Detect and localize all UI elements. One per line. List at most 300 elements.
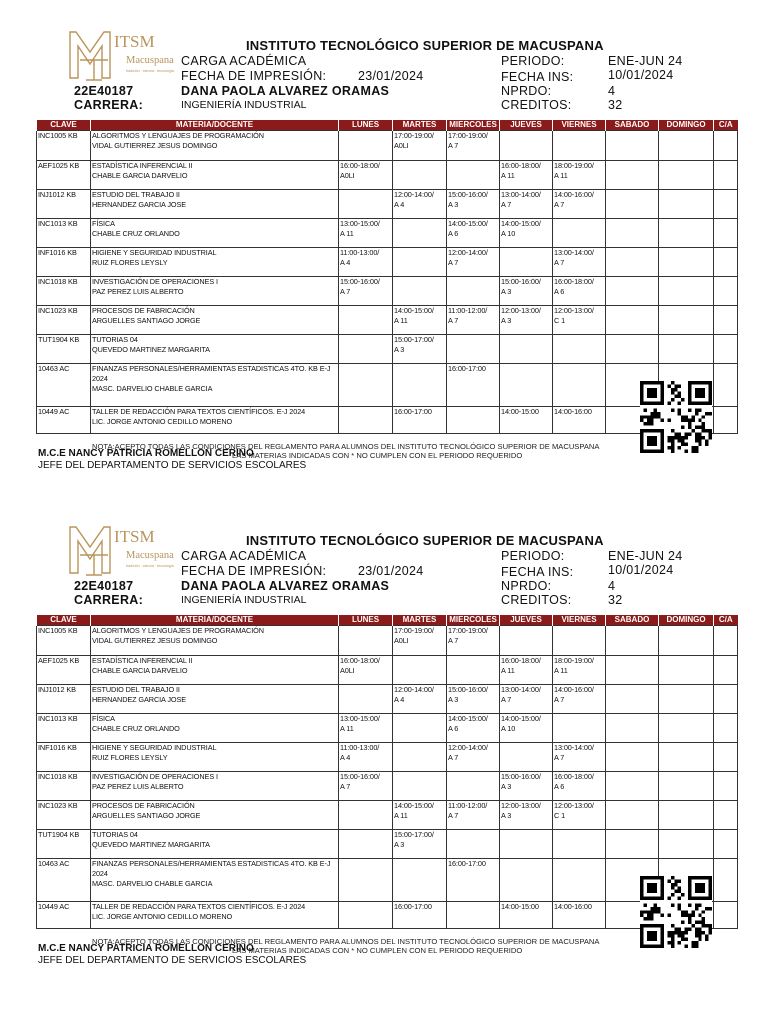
miercoles-cell — [447, 131, 500, 161]
martes-room: A 4 — [394, 695, 405, 704]
domingo-cell — [659, 830, 714, 859]
viernes-cell — [553, 772, 606, 801]
clave: INC1023 KB — [38, 801, 78, 810]
martes-time: 15:00-17:00/ — [394, 335, 434, 344]
viernes-room: A 6 — [554, 782, 565, 791]
miercoles-cell — [447, 161, 500, 190]
viernes-room: A 11 — [554, 171, 568, 180]
materia: ESTUDIO DEL TRABAJO II — [92, 685, 180, 694]
jueves-cell — [500, 407, 553, 434]
period-label: PERIODO: — [501, 54, 565, 68]
miercoles-cell — [447, 277, 500, 306]
clave-cell — [37, 830, 91, 859]
viernes-room: C 1 — [554, 811, 566, 820]
miercoles-cell — [447, 407, 500, 434]
schedule-table — [36, 120, 738, 434]
materia-cell — [91, 277, 339, 306]
viernes-cell — [553, 902, 606, 929]
miercoles-time: 14:00-15:00/ — [448, 219, 488, 228]
materia-cell — [91, 801, 339, 830]
ca-cell — [714, 902, 738, 929]
miercoles-cell — [447, 364, 500, 407]
materia-cell — [91, 743, 339, 772]
schedule-table — [36, 615, 738, 929]
jueves-time: 14:00-15:00/ — [501, 219, 541, 228]
ca-cell — [714, 219, 738, 248]
domingo-cell — [659, 131, 714, 161]
student-id: 22E40187 — [74, 84, 134, 98]
ca-cell — [714, 859, 738, 902]
table-header — [37, 120, 738, 131]
viernes-room: A 7 — [554, 753, 565, 762]
column-header: DOMINGO — [659, 120, 714, 131]
viernes-room: A 7 — [554, 695, 565, 704]
martes-room: A 11 — [394, 316, 408, 325]
ca-cell — [714, 190, 738, 219]
table-row — [37, 248, 738, 277]
column-header: SABADO — [606, 120, 659, 131]
miercoles-cell — [447, 190, 500, 219]
jueves-cell — [500, 830, 553, 859]
docente: MASC. DARVELIO CHABLE GARCIA — [92, 879, 213, 888]
viernes-room: A 7 — [554, 258, 565, 267]
signer-name: M.C.E NANCY PATRICIA ROMELLON CERINO — [38, 943, 254, 954]
viernes-time: 16:00-18:00/ — [554, 277, 594, 286]
miercoles-time: 17:00-19:00/ — [448, 131, 488, 140]
viernes-cell — [553, 685, 606, 714]
miercoles-room: A 7 — [448, 141, 459, 150]
lunes-time: 11:00-13:00/ — [340, 248, 380, 257]
column-header: MARTES — [393, 120, 447, 131]
lunes-cell — [339, 219, 393, 248]
miercoles-time: 17:00-19:00/ — [448, 626, 488, 635]
miercoles-cell — [447, 306, 500, 335]
miercoles-time: 14:00-15:00/ — [448, 714, 488, 723]
lunes-room: A0LI — [340, 171, 355, 180]
lunes-cell — [339, 685, 393, 714]
clave-cell — [37, 407, 91, 434]
miercoles-cell — [447, 859, 500, 902]
materia: ALGORITMOS Y LENGUAJES DE PROGRAMACIÓN — [92, 131, 264, 140]
ca-cell — [714, 161, 738, 190]
lunes-cell — [339, 131, 393, 161]
jueves-room: A 7 — [501, 695, 512, 704]
jueves-room: A 10 — [501, 229, 516, 238]
print-date-label: FECHA DE IMPRESIÓN: — [181, 69, 327, 83]
jueves-time: 13:00-14:00/ — [501, 685, 541, 694]
lunes-room: A0LI — [340, 666, 355, 675]
credits: 32 — [608, 98, 623, 112]
jueves-time: 16:00-18:00/ — [501, 161, 541, 170]
clave: INC1023 KB — [38, 306, 78, 315]
table-row — [37, 190, 738, 219]
miercoles-cell — [447, 743, 500, 772]
docente: PAZ PEREZ LUIS ALBERTO — [92, 782, 184, 791]
sabado-cell — [606, 190, 659, 219]
domingo-cell — [659, 801, 714, 830]
qr-code — [640, 381, 712, 453]
jueves-cell — [500, 335, 553, 364]
materia-cell — [91, 364, 339, 407]
materia-cell — [91, 306, 339, 335]
martes-room: A 4 — [394, 200, 405, 209]
clave-cell — [37, 772, 91, 801]
column-header: MIERCOLES — [447, 615, 500, 626]
materia-cell — [91, 626, 339, 656]
miercoles-time: 15:00-16:00/ — [448, 190, 488, 199]
jueves-cell — [500, 364, 553, 407]
clave: 10449 AC — [38, 407, 70, 416]
period: ENE-JUN 24 — [608, 54, 683, 68]
docente: CHABLE CRUZ ORLANDO — [92, 724, 180, 733]
materia: FÍSICA — [92, 714, 115, 723]
clave-cell — [37, 685, 91, 714]
jueves-cell — [500, 248, 553, 277]
martes-cell — [393, 902, 447, 929]
column-header: LUNES — [339, 120, 393, 131]
clave-cell — [37, 161, 91, 190]
viernes-cell — [553, 335, 606, 364]
miercoles-room: A 7 — [448, 753, 459, 762]
viernes-cell — [553, 743, 606, 772]
miercoles-cell — [447, 219, 500, 248]
career-label: CARRERA: — [74, 98, 144, 112]
viernes-time: 13:00-14:00/ — [554, 743, 594, 752]
table-row — [37, 364, 738, 407]
materia-cell — [91, 902, 339, 929]
martes-cell — [393, 219, 447, 248]
materia: INVESTIGACIÓN DE OPERACIONES I — [92, 277, 218, 286]
materia-cell — [91, 190, 339, 219]
clave-cell — [37, 656, 91, 685]
viernes-cell — [553, 277, 606, 306]
miercoles-room: A 3 — [448, 695, 459, 704]
clave: INC1005 KB — [38, 131, 78, 140]
logo-macuspana-text: Macuspana — [126, 550, 174, 561]
ca-cell — [714, 801, 738, 830]
table-row — [37, 743, 738, 772]
martes-time: 16:00-17:00 — [394, 407, 432, 416]
ca-cell — [714, 772, 738, 801]
ins-date-label: FECHA INS: — [501, 565, 574, 579]
martes-cell — [393, 335, 447, 364]
clave: 10463 AC — [38, 364, 70, 373]
materia-cell — [91, 714, 339, 743]
domingo-cell — [659, 772, 714, 801]
martes-cell — [393, 277, 447, 306]
lunes-cell — [339, 190, 393, 219]
docente: ARGUELLES SANTIAGO JORGE — [92, 316, 201, 325]
column-header: C/A — [714, 615, 738, 626]
martes-time: 16:00-17:00 — [394, 902, 432, 911]
jueves-cell — [500, 626, 553, 656]
ca-cell — [714, 335, 738, 364]
ca-cell — [714, 248, 738, 277]
viernes-cell — [553, 656, 606, 685]
table-header — [37, 615, 738, 626]
column-header: JUEVES — [500, 615, 553, 626]
martes-time: 15:00-17:00/ — [394, 830, 434, 839]
career: INGENIERÍA INDUSTRIAL — [181, 99, 307, 111]
clave-cell — [37, 743, 91, 772]
period: ENE-JUN 24 — [608, 549, 683, 563]
jueves-cell — [500, 656, 553, 685]
materia-cell — [91, 407, 339, 434]
viernes-time: 13:00-14:00/ — [554, 248, 594, 257]
jueves-room: A 11 — [501, 666, 515, 675]
lunes-cell — [339, 859, 393, 902]
martes-room: A 11 — [394, 811, 408, 820]
jueves-room: A 3 — [501, 287, 512, 296]
miercoles-time: 15:00-16:00/ — [448, 685, 488, 694]
table-row — [37, 714, 738, 743]
doc-type: CARGA ACADÉMICA — [181, 54, 307, 68]
viernes-cell — [553, 306, 606, 335]
materia: ESTUDIO DEL TRABAJO II — [92, 190, 180, 199]
table-row — [37, 656, 738, 685]
materia: FINANZAS PERSONALES/HERRAMIENTAS ESTADISTICAS 4TO. KB E-J 2024 — [92, 859, 331, 878]
materia: TALLER DE REDACCIÓN PARA TEXTOS CIENTÍFICOS. E-J 2024 — [92, 902, 306, 911]
domingo-cell — [659, 190, 714, 219]
materia: FINANZAS PERSONALES/HERRAMIENTAS ESTADISTICAS 4TO. KB E-J 2024 — [92, 364, 331, 383]
viernes-time: 18:00-19:00/ — [554, 656, 594, 665]
jueves-cell — [500, 714, 553, 743]
martes-time: 14:00-15:00/ — [394, 801, 434, 810]
docente: MASC. DARVELIO CHABLE GARCIA — [92, 384, 213, 393]
clave: INC1013 KB — [38, 714, 78, 723]
clave: INJ1012 KB — [38, 190, 76, 199]
martes-room: A0LI — [394, 636, 409, 645]
credits: 32 — [608, 593, 623, 607]
table-row — [37, 626, 738, 656]
career-label: CARRERA: — [74, 593, 144, 607]
signer-name: M.C.E NANCY PATRICIA ROMELLON CERINO — [38, 448, 254, 459]
clave-cell — [37, 306, 91, 335]
clave: AEF1025 KB — [38, 656, 80, 665]
docente: HERNANDEZ GARCIA JOSE — [92, 695, 186, 704]
martes-cell — [393, 714, 447, 743]
column-header: MATERIA/DOCENTE — [91, 120, 339, 131]
docente: RUIZ FLORES LEYSLY — [92, 753, 168, 762]
docente: RUIZ FLORES LEYSLY — [92, 258, 168, 267]
domingo-cell — [659, 335, 714, 364]
ca-cell — [714, 626, 738, 656]
viernes-time: 18:00-19:00/ — [554, 161, 594, 170]
institute-title: INSTITUTO TECNOLÓGICO SUPERIOR DE MACUSPANA — [246, 38, 604, 53]
miercoles-cell — [447, 902, 500, 929]
career: INGENIERÍA INDUSTRIAL — [181, 594, 307, 606]
table-row — [37, 335, 738, 364]
table-row — [37, 902, 738, 929]
lunes-cell — [339, 364, 393, 407]
docente: CHABLE CRUZ ORLANDO — [92, 229, 180, 238]
clave: TUT1904 KB — [38, 830, 80, 839]
print-date: 23/01/2024 — [358, 564, 424, 578]
lunes-cell — [339, 656, 393, 685]
miercoles-cell — [447, 714, 500, 743]
sabado-cell — [606, 626, 659, 656]
martes-cell — [393, 131, 447, 161]
viernes-time: 14:00-16:00/ — [554, 190, 594, 199]
column-header: SABADO — [606, 615, 659, 626]
logo-itsm-text: ITSM — [114, 32, 155, 51]
materia: ESTADÍSTICA INFERENCIAL II — [92, 656, 193, 665]
table-row — [37, 830, 738, 859]
miercoles-time: 16:00-17:00 — [448, 859, 486, 868]
jueves-time: 13:00-14:00/ — [501, 190, 541, 199]
jueves-time: 14:00-15:00/ — [501, 714, 541, 723]
miercoles-cell — [447, 801, 500, 830]
ins-date-label: FECHA INS: — [501, 70, 574, 84]
viernes-time: 12:00-13:00/ — [554, 801, 594, 810]
martes-cell — [393, 859, 447, 902]
clave-cell — [37, 277, 91, 306]
clave: INC1013 KB — [38, 219, 78, 228]
ca-cell — [714, 277, 738, 306]
jueves-time: 16:00-18:00/ — [501, 656, 541, 665]
sabado-cell — [606, 335, 659, 364]
column-header: JUEVES — [500, 120, 553, 131]
column-header: VIERNES — [553, 120, 606, 131]
martes-room: A 3 — [394, 345, 405, 354]
clave-cell — [37, 902, 91, 929]
materia: HIGIENE Y SEGURIDAD INDUSTRIAL — [92, 248, 217, 257]
column-header: C/A — [714, 120, 738, 131]
sabado-cell — [606, 248, 659, 277]
martes-room: A0LI — [394, 141, 409, 150]
miercoles-cell — [447, 656, 500, 685]
miercoles-room: A 6 — [448, 724, 459, 733]
lunes-room: A 4 — [340, 753, 351, 762]
clave: 10449 AC — [38, 902, 70, 911]
note-line-1: NOTA:ACEPTO TODAS LAS CONDICIONES DEL REGLAMENTO PARA ALUMNOS DEL INSTITUTO TECNOLÓGICO SUPERIOR DE MACUSPANA — [92, 442, 600, 451]
ins-date: 10/01/2024 — [608, 563, 674, 577]
miercoles-time: 11:00-12:00/ — [448, 306, 488, 315]
docente: VIDAL GUTIERREZ JESUS DOMINGO — [92, 636, 218, 645]
lunes-cell — [339, 407, 393, 434]
jueves-time: 15:00-16:00/ — [501, 772, 541, 781]
miercoles-room: A 7 — [448, 811, 459, 820]
jueves-time: 15:00-16:00/ — [501, 277, 541, 286]
viernes-time: 14:00-16:00 — [554, 902, 592, 911]
column-header: MIERCOLES — [447, 120, 500, 131]
jueves-cell — [500, 801, 553, 830]
martes-cell — [393, 190, 447, 219]
clave-cell — [37, 364, 91, 407]
clave-cell — [37, 335, 91, 364]
jueves-cell — [500, 902, 553, 929]
domingo-cell — [659, 248, 714, 277]
clave-cell — [37, 859, 91, 902]
table-row — [37, 407, 738, 434]
miercoles-room: A 7 — [448, 258, 459, 267]
martes-cell — [393, 743, 447, 772]
domingo-cell — [659, 219, 714, 248]
materia-cell — [91, 131, 339, 161]
miercoles-room: A 7 — [448, 636, 459, 645]
martes-cell — [393, 801, 447, 830]
materia-cell — [91, 335, 339, 364]
martes-cell — [393, 407, 447, 434]
note-line-2: LAS MATERIAS INDICADAS CON * NO CUMPLEN CON EL PERIODO REQUERIDO — [232, 945, 523, 955]
clave: INF1016 KB — [38, 248, 77, 257]
lunes-cell — [339, 335, 393, 364]
note-line-2: LAS MATERIAS INDICADAS CON * NO CUMPLEN CON EL PERIODO REQUERIDO — [232, 450, 523, 460]
martes-time: 12:00-14:00/ — [394, 190, 434, 199]
lunes-time: 15:00-16:00/ — [340, 772, 380, 781]
itsm-logo — [68, 30, 180, 82]
materia-cell — [91, 161, 339, 190]
docente: LIC. JORGE ANTONIO CEDILLO MORENO — [92, 912, 233, 921]
viernes-room: A 6 — [554, 287, 565, 296]
academic-load-sheet-2 — [0, 495, 768, 985]
docente: CHABLE GARCIA DARVELIO — [92, 171, 188, 180]
clave-cell — [37, 714, 91, 743]
materia: INVESTIGACIÓN DE OPERACIONES I — [92, 772, 218, 781]
viernes-cell — [553, 714, 606, 743]
miercoles-cell — [447, 248, 500, 277]
martes-time: 14:00-15:00/ — [394, 306, 434, 315]
materia-cell — [91, 859, 339, 902]
sabado-cell — [606, 277, 659, 306]
column-header: CLAVE — [37, 120, 91, 131]
miercoles-room: A 3 — [448, 200, 459, 209]
miercoles-time: 16:00-17:00 — [448, 364, 486, 373]
clave-cell — [37, 248, 91, 277]
viernes-cell — [553, 364, 606, 407]
miercoles-time: 12:00-14:00/ — [448, 248, 488, 257]
jueves-time: 14:00-15:00 — [501, 407, 539, 416]
sabado-cell — [606, 656, 659, 685]
doc-type: CARGA ACADÉMICA — [181, 549, 307, 563]
jueves-cell — [500, 277, 553, 306]
nprdo-label: NPRDO: — [501, 579, 552, 593]
sabado-cell — [606, 219, 659, 248]
ca-cell — [714, 364, 738, 407]
jueves-cell — [500, 190, 553, 219]
clave: 10463 AC — [38, 859, 70, 868]
docente: HERNANDEZ GARCIA JOSE — [92, 200, 186, 209]
table-row — [37, 219, 738, 248]
jueves-room: A 3 — [501, 811, 512, 820]
materia: TALLER DE REDACCIÓN PARA TEXTOS CIENTÍFICOS. E-J 2024 — [92, 407, 306, 416]
martes-time: 17:00-19:00/ — [394, 131, 434, 140]
lunes-cell — [339, 248, 393, 277]
martes-time: 12:00-14:00/ — [394, 685, 434, 694]
domingo-cell — [659, 656, 714, 685]
lunes-time: 15:00-16:00/ — [340, 277, 380, 286]
qr-code — [640, 876, 712, 948]
sabado-cell — [606, 685, 659, 714]
jueves-cell — [500, 743, 553, 772]
sabado-cell — [606, 714, 659, 743]
ca-cell — [714, 714, 738, 743]
martes-room: A 3 — [394, 840, 405, 849]
ca-cell — [714, 830, 738, 859]
viernes-cell — [553, 859, 606, 902]
lunes-cell — [339, 626, 393, 656]
period-label: PERIODO: — [501, 549, 565, 563]
academic-load-sheet-1 — [0, 0, 768, 490]
lunes-room: A 7 — [340, 287, 351, 296]
jueves-time: 14:00-15:00 — [501, 902, 539, 911]
column-header: VIERNES — [553, 615, 606, 626]
credits-label: CREDITOS: — [501, 593, 572, 607]
martes-cell — [393, 161, 447, 190]
viernes-cell — [553, 407, 606, 434]
jueves-room: A 3 — [501, 316, 512, 325]
viernes-room: A 7 — [554, 200, 565, 209]
